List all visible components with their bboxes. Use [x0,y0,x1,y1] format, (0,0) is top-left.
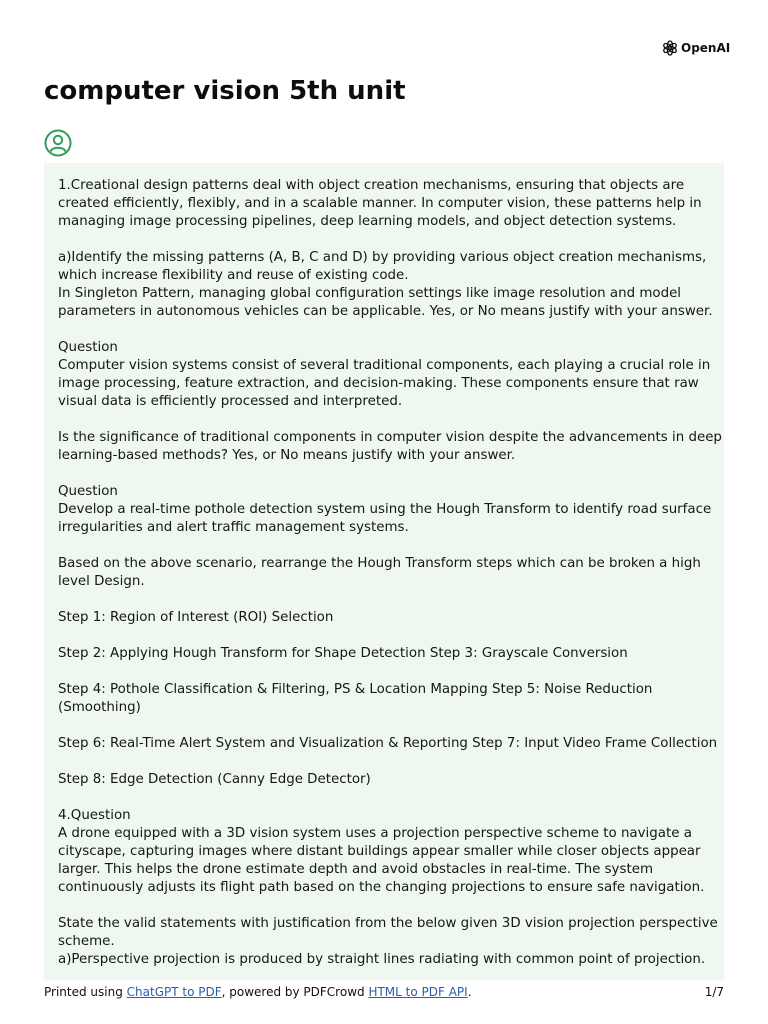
message-line: (Smoothing) [58,700,141,715]
message-line: cityscape, capturing images where distant buildings appear smaller while closer objects appear [58,844,701,859]
paragraph-gap [58,753,710,771]
message-line: parameters in autonomous vehicles can be applicable. Yes, or No means justify with your answer. [58,304,713,319]
message-line: In Singleton Pattern, managing global configuration settings like image resolution and model [58,286,682,301]
message-line: larger. This helps the drone estimate depth and avoid obstacles in real-time. The system [58,862,653,877]
message-line: a)Identify the missing patterns (A, B, C and D) by providing various object creation mechanisms, [58,250,707,265]
openai-logo [662,40,731,56]
message-line: managing image processing pipelines, deep learning models, and object detection systems. [58,214,677,229]
paragraph-gap [58,897,710,915]
paragraph-gap [58,663,710,681]
message-line: learning-based methods? Yes, or No means justify with your answer. [58,448,516,463]
message-line: created efficiently, flexibly, and in a scalable manner. In computer vision, these patterns help in [58,196,702,211]
message-line: State the valid statements with justification from the below given 3D vision projection perspective [58,916,718,931]
openai-logo-icon [662,40,678,56]
user-avatar-icon [44,129,72,157]
paragraph-gap [58,411,710,429]
message-line: visual data is efficiently processed and interpreted. [58,394,403,409]
message-line: 4.Question [58,808,131,823]
message-line: Step 2: Applying Hough Transform for Shape Detection Step 3: Grayscale Conversion [58,646,628,661]
avatar [44,129,72,157]
message-line: irregularities and alert traffic management systems. [58,520,409,535]
paragraph-gap [58,321,710,339]
footer-suffix: . [467,985,472,999]
message-line: level Design. [58,574,145,589]
paragraph-gap [58,465,710,483]
message-line: continuously adjusts its flight path based on the changing projections to ensure safe navigation. [58,880,705,895]
user-message [44,163,724,980]
message-line: Computer vision systems consist of several traditional components, each playing a crucial role in [58,358,711,373]
message-line: Step 4: Pothole Classification & Filtering, PS & Location Mapping Step 5: Noise Reduction [58,682,653,697]
message-line: Question [58,340,118,355]
paragraph-gap [58,717,710,735]
paragraph-gap [58,537,710,555]
message-line: Step 8: Edge Detection (Canny Edge Detector) [58,772,371,787]
footer [44,985,724,999]
paragraph-gap [58,231,710,249]
message-line: Step 1: Region of Interest (ROI) Selection [58,610,334,625]
message-line: which increase flexibility and reuse of existing code. [58,268,409,283]
message-line: image processing, feature extraction, and decision-making. These components ensure that raw [58,376,699,391]
page-title: computer vision 5th unit [44,76,406,106]
paragraph-gap [58,789,710,807]
page-number: 1/7 [704,985,724,999]
message-line: Step 6: Real-Time Alert System and Visualization & Reporting Step 7: Input Video Frame Collection [58,736,718,751]
chatgpt-to-pdf-link[interactable]: ChatGPT to PDF [126,985,222,999]
html-to-pdf-api-link[interactable]: HTML to PDF API [368,985,468,999]
message-line: Based on the above scenario, rearrange the Hough Transform steps which can be broken a high [58,556,701,571]
footer-prefix: Printed using [44,985,127,999]
brand-name: OpenAI [681,41,731,55]
message-line: scheme. [58,934,115,949]
message-line: 1.Creational design patterns deal with object creation mechanisms, ensuring that objects are [58,178,685,193]
message-line: Is the significance of traditional components in computer vision despite the advancements in deep [58,430,722,445]
message-line: Develop a real-time pothole detection system using the Hough Transform to identify road surface [58,502,712,517]
message-line: Question [58,484,118,499]
paragraph-gap [58,591,710,609]
message-line: a)Perspective projection is produced by straight lines radiating with common point of projection. [58,952,706,967]
paragraph-gap [58,627,710,645]
footer-middle: , powered by PDFCrowd [221,985,369,999]
message-line: A drone equipped with a 3D vision system uses a projection perspective scheme to navigate a [58,826,692,841]
